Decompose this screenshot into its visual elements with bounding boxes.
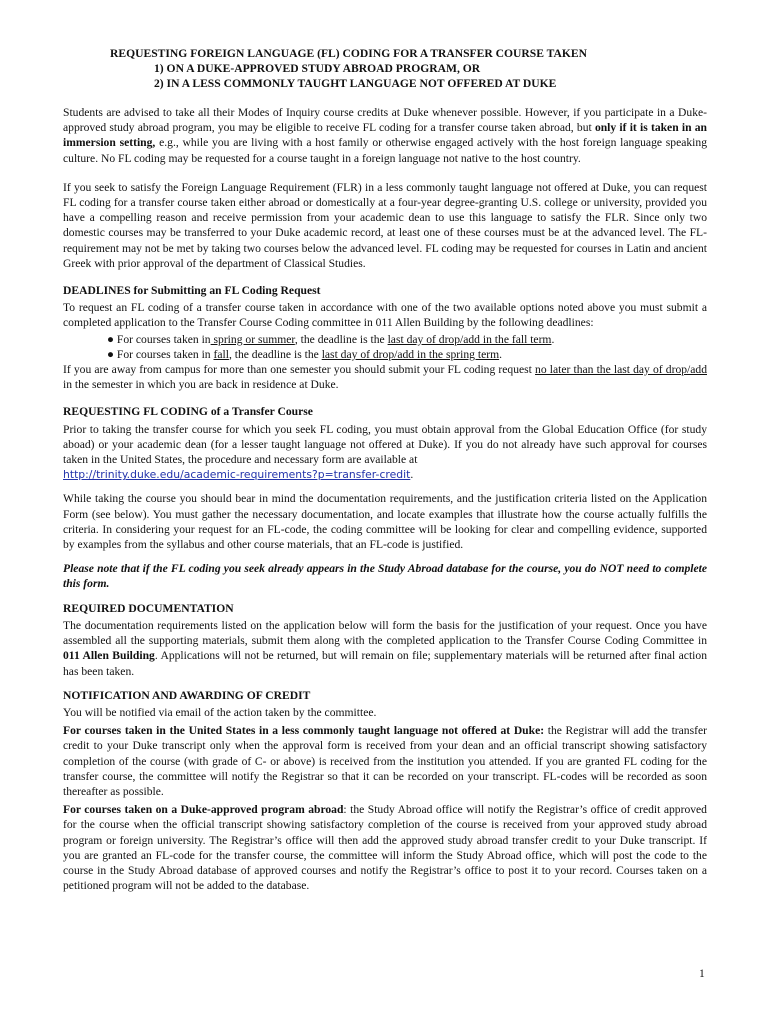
page-number: 1 <box>699 967 705 980</box>
requesting-heading: REQUESTING FL CODING of a Transfer Course <box>63 405 313 419</box>
deadline-item-fall: ● For courses taken in fall, the deadline is the last day of drop/add in the spring term. <box>107 347 503 361</box>
title-line-1: REQUESTING FOREIGN LANGUAGE (FL) CODING FOR A TRANSFER COURSE TAKEN <box>110 47 588 60</box>
requesting-paragraph-1: Prior to taking the transfer course for which you seek FL coding, you must obtain approval from the Global Education Office (for study aboad) or your academic dean (for a lesser taught language not offered at Duke). If you do not already have such approval for courses taken in the United States, the procedure and necessary form are available at http://trinity.duke.edu/academic-requirements?p=transfer-credit. <box>63 422 707 482</box>
immersion-emphasis: only if it is taken in an immersion setting, <box>63 121 707 150</box>
document-page <box>63 46 707 893</box>
title-line-3: 2) IN A LESS COMMONLY TAUGHT LANGUAGE NOT OFFERED AT DUKE <box>154 77 557 90</box>
document-title <box>110 46 707 91</box>
deadlines-list <box>107 332 707 362</box>
deadline-item-spring: ● For courses taken in spring or summer, the deadline is the last day of drop/add in the fall term. <box>107 332 555 346</box>
title-line-2: 1) ON A DUKE-APPROVED STUDY ABROAD PROGRAM, OR <box>154 62 481 75</box>
requesting-paragraph-2: While taking the course you should bear in mind the documentation requirements, and the justification criteria listed on the Application Form (see below). You must gather the necessary documentation, and locate examples that illustrate how the course actually fulfills the criteria. In considering your request for an FL-code, the coding committee will be looking for clear and compelling evidence, supported by examples from the syllabus and other course materials, that an FL-code is justified. <box>63 492 707 552</box>
intro-paragraph-2: If you seek to satisfy the Foreign Language Requirement (FLR) in a less commonly taught language not offered at Duke, you can request FL coding for a transfer course taken either abroad or domestically at a four-year degree-granting U.S. college or university, provided you have a compelling reason and receive permission from your academic dean to use this language to satisfy the FLR. Since only two domestic courses may be transferred to your Duke academic record, at least one of these courses must be at the advanced level. The FL-requirement may not be met by taking two courses below the advanced level. FL coding may be requested for courses in Latin and ancient Greek with prior approval of the department of Classical Studies. <box>63 180 707 270</box>
notification-paragraph-1: You will be notified via email of the action taken by the committee. <box>63 705 377 719</box>
notification-paragraph-abroad: For courses taken on a Duke-approved program abroad: the Study Abroad office will notify the Registrar’s office of credit approved for the course when the official transcript showing satisfactory completion of the course is received from your approved study abroad program or foreign university. The Registrar’s office will then add the approved study abroad transfer credit to your Duke transcript. If you are granted an FL-code for the transfer course, the committee will inform the Study Abroad office, which will post the code to the course in the Study Abroad database of approved courses and notify the Registrar’s office to post it to your record. Courses taken on a petitioned program will not be added to the database. <box>63 803 707 893</box>
notification-heading: NOTIFICATION AND AWARDING OF CREDIT <box>63 688 311 702</box>
transfer-credit-link[interactable]: http://trinity.duke.edu/academic-requirements?p=transfer-credit <box>63 468 411 482</box>
database-note: Please note that if the FL coding you seek already appears in the Study Abroad database for the course, you do NOT need to complete this form. <box>63 562 707 591</box>
deadlines-heading: DEADLINES for Submitting an FL Coding Request <box>63 284 321 298</box>
away-paragraph: If you are away from campus for more than one semester you should submit your FL coding request no later than the last day of drop/add in the semester in which you are back in residence at Duke. <box>63 363 707 392</box>
documentation-heading: REQUIRED DOCUMENTATION <box>63 601 234 615</box>
notification-paragraph-us: For courses taken in the United States in a less commonly taught language not offered at Duke: the Registrar will add the transfer credit to your Duke transcript only when the approval form is received from your dean and an official transcript showing satisfactory completion of the course (with grade of C- or above) is received from the institution you attended. If you are granted FL coding for the transfer course, the committee will notify the Registrar so that it can be recorded on your transcript. FL-codes will be recorded as soon thereafter as possible. <box>63 724 707 798</box>
documentation-paragraph: The documentation requirements listed on the application below will form the basis for the justification of your request. Once you have assembled all the supporting materials, submit them along with the completed application to the Transfer Course Coding Committee in 011 Allen Building. Applications will not be returned, but will remain on file; supplementary materials will be returned after final action has been taken. <box>63 618 707 678</box>
deadlines-paragraph: To request an FL coding of a transfer course taken in accordance with one of the two available options noted above you must submit a completed application to the Transfer Course Coding committee in 011 Allen Building by the following deadlines: <box>63 301 707 330</box>
intro-paragraph-1: Students are advised to take all their Modes of Inquiry course credits at Duke whenever possible. However, if you participate in a Duke-approved study abroad program, you may be eligible to receive FL coding for a transfer course taken abroad, but only if it is taken in an immersion setting, e.g., while you are living with a host family or otherwise engaged actively with the host foreign language speaking culture. No FL coding may be requested for a course taught in a foreign language not native to the host country. <box>63 106 707 165</box>
